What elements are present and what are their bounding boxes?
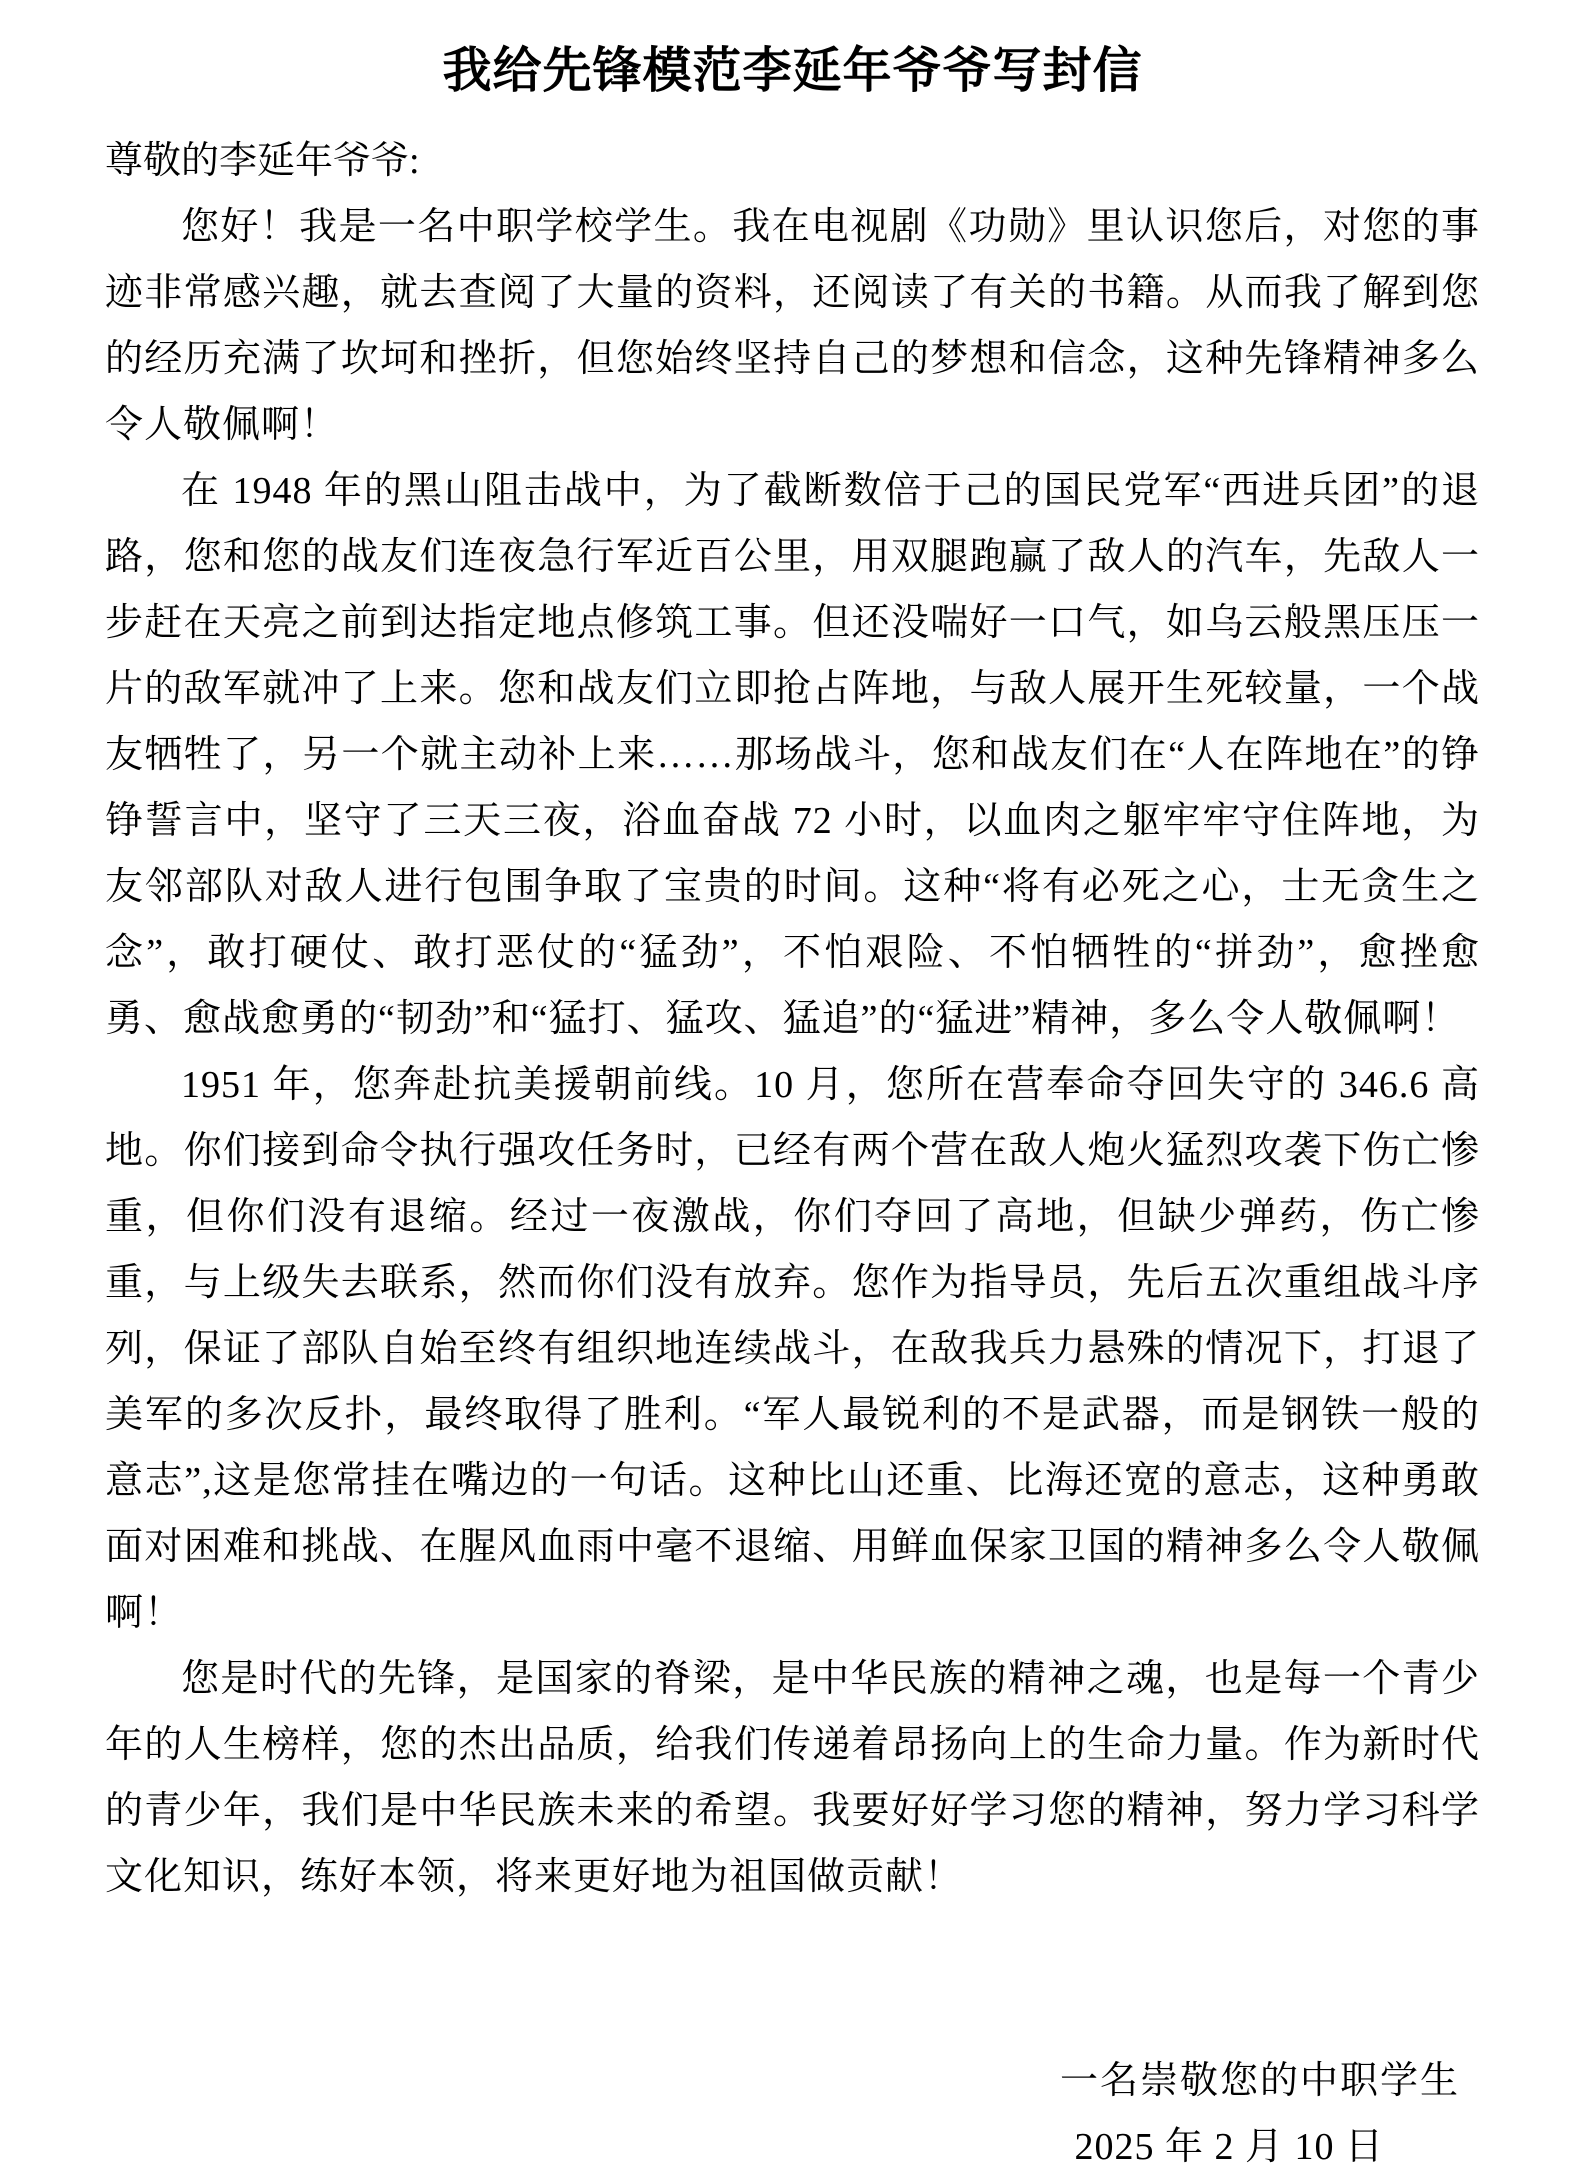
letter-paragraph-4: 您是时代的先锋，是国家的脊梁，是中华民族的精神之魂，也是每一个青少年的人生榜样，您的杰出品质，给我们传递着昂扬向上的生命力量。作为新时代的青少年，我们是中华民族未来的希望。我要好好学习您的精神，努力学习科学文化知识，练好本领，将来更好地为祖国做贡献！	[105, 1658, 1480, 1898]
letter-paragraph-3: 1951 年，您奔赴抗美援朝前线。10 月，您所在营奉命夺回失守的 346.6 高地。你们接到命令执行强攻任务时，已经有两个营在敌人炮火猛烈攻袭下伤亡惨重，但你们没有退缩。经过一夜激战，你们夺回了高地，但缺少弹药，伤亡惨重，与上级失去联系，然而你们没有放弃。您作为指导员，先后五次重组战斗序列，保证了部队自始至终有组织地连续战斗，在敌我兵力悬殊的情况下，打退了美军的多次反扑，最终取得了胜利。“军人最锐利的不是武器，而是钢铁一般的意志”,这是您常挂在嘴边的一句话。这种比山还重、比海还宽的意志，这种勇敢面对困难和挑战、在腥风血雨中毫不退缩、用鲜血保家卫国的精神多么令人敬佩啊！	[105, 1064, 1480, 1634]
letter-title: 我给先锋模范李延年爷爷写封信	[442, 44, 1143, 98]
letter-closing-block	[105, 2048, 1480, 2180]
letter-paragraph-2: 在 1948 年的黑山阻击战中，为了截断数倍于己的国民党军“西进兵团”的退路，您和您的战友们连夜急行军近百公里，用双腿跑赢了敌人的汽车，先敌人一步赶在天亮之前到达指定地点修筑工事。但还没喘好一口气，如乌云般黑压压一片的敌军就冲了上来。您和战友们立即抢占阵地，与敌人展开生死较量，一个战友牺牲了，另一个就主动补上来……那场战斗，您和战友们在“人在阵地在”的铮铮誓言中，坚守了三天三夜，浴血奋战 72 小时，以血肉之躯牢牢守住阵地，为友邻部队对敌人进行包围争取了宝贵的时间。这种“将有必死之心，士无贪生之念”，敢打硬仗、敢打恶仗的“猛劲”，不怕艰险、不怕牺牲的“拼劲”，愈挫愈勇、愈战愈勇的“韧劲”和“猛打、猛攻、猛追”的“猛进”精神，多么令人敬佩啊！	[105, 470, 1480, 1040]
letter-paragraph-1: 您好！我是一名中职学校学生。我在电视剧《功勋》里认识您后，对您的事迹非常感兴趣，就去查阅了大量的资料，还阅读了有关的书籍。从而我了解到您的经历充满了坎坷和挫折，但您始终坚持自己的梦想和信念，这种先锋精神多么令人敬佩啊！	[105, 206, 1480, 446]
letter-signature: 一名崇敬您的中职学生	[1059, 2060, 1460, 2102]
letter-date: 2025 年 2 月 10 日	[1074, 2126, 1384, 2168]
letter-salutation: 尊敬的李延年爷爷:	[105, 140, 420, 182]
